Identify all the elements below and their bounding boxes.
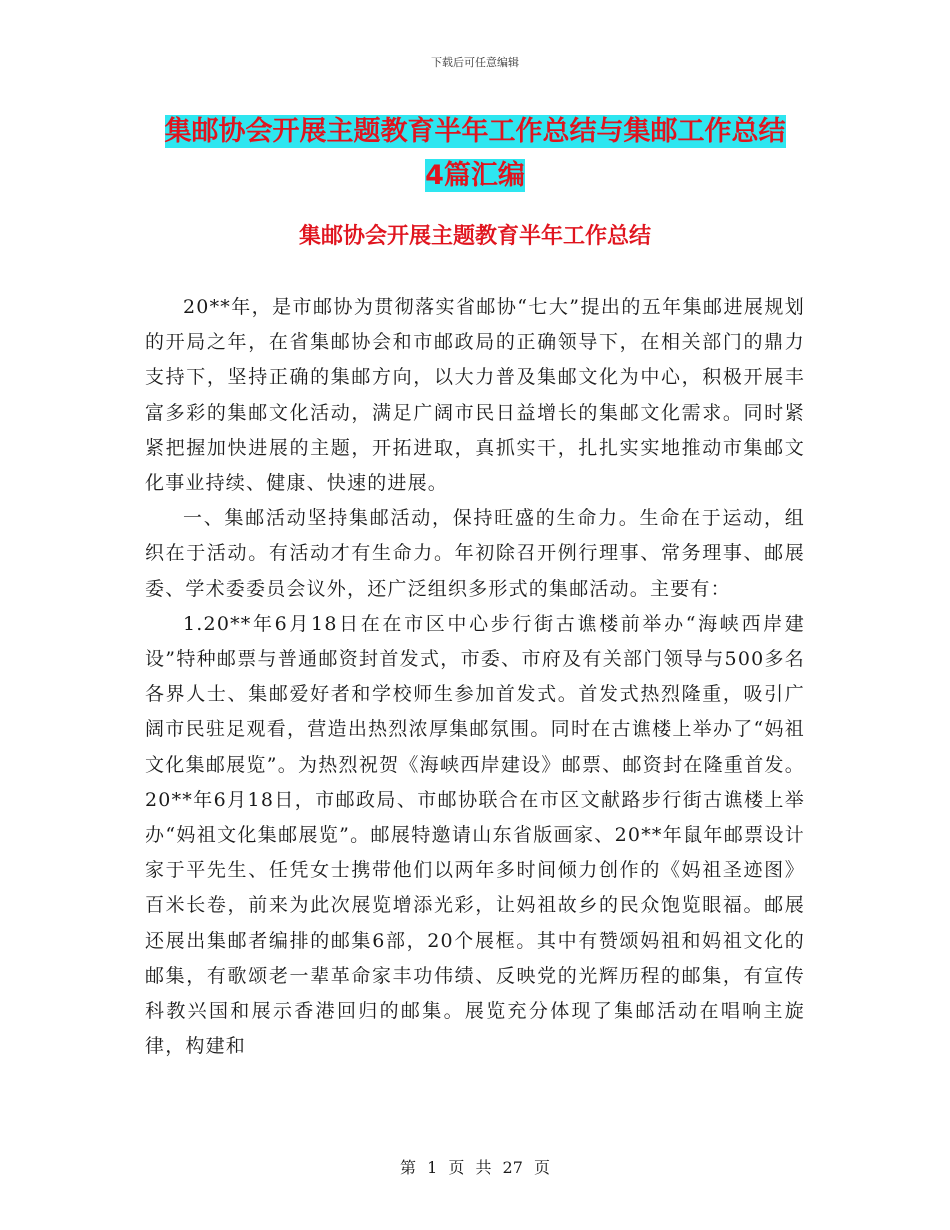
paragraph-item-one: 1.20**年6月18日在在市区中心步行街古谯楼前举办“海峡西岸建设”特种邮票与普通邮资封首发式，市委、市府及有关部门领导与500多名各界人士、集邮爱好者和学校师生参加首发式。首发式热烈隆重，吸引广阔市民驻足观看，营造出热烈浓厚集邮氛围。同时在古谯楼上举办了“妈祖文化集邮展览”。为热烈祝贺《海峡西岸建设》邮票、邮资封在隆重首发。20**年6月18日，市邮政局、市邮协联合在市区文献路步行街古谯楼上举办“妈祖文化集邮展览”。邮展特邀请山东省版画家、20**年鼠年邮票设计家于平先生、任凭女士携带他们以两年多时间倾力创作的《妈祖圣迹图》百米长卷，前来为此次展览增添光彩，让妈祖故乡的民众饱览眼福。邮展还展出集邮者编排的邮集6部，20个展框。其中有赞颂妈祖和妈祖文化的邮集，有歌颂老一辈革命家丰功伟绩、反映党的光辉历程的邮集，有宣传科教兴国和展示香港回归的邮集。展览充分体现了集邮活动在唱响主旋律，构建和 bbox=[145, 612, 805, 1058]
paragraph-section-one: 一、集邮活动坚持集邮活动，保持旺盛的生命力。生命在于运动，组织在于活动。有活动才有生命力。年初除召开例行理事、常务理事、邮展委、学术委委员会议外，还广泛组织多形式的集邮活动。主要有： bbox=[145, 507, 805, 600]
document-title-text-2: 4篇汇编 bbox=[425, 160, 525, 191]
document-title-line-1 bbox=[0, 112, 950, 152]
page-footer: 第 1 页 共 27 页 bbox=[400, 1158, 550, 1177]
header-note: 下载后可任意编辑 bbox=[431, 56, 519, 69]
paragraph-intro: 20**年，是市邮协为贯彻落实省邮协“七大”提出的五年集邮进展规划的开局之年，在省集邮协会和市邮政局的正确领导下，在相关部门的鼎力支持下，坚持正确的集邮方向，以大力普及集邮文化为中心，积极开展丰富多彩的集邮文化活动，满足广阔市民日益增长的集邮文化需求。同时紧紧把握加快进展的主题，开拓进取，真抓实干，扎扎实实地推动市集邮文化事业持续、健康、快速的进展。 bbox=[145, 296, 805, 495]
body-text bbox=[145, 290, 805, 1064]
section-title: 集邮协会开展主题教育半年工作总结 bbox=[298, 224, 651, 249]
document-title-text-1: 集邮协会开展主题教育半年工作总结与集邮工作总结 bbox=[164, 116, 786, 147]
document-title-line-2 bbox=[0, 156, 950, 196]
